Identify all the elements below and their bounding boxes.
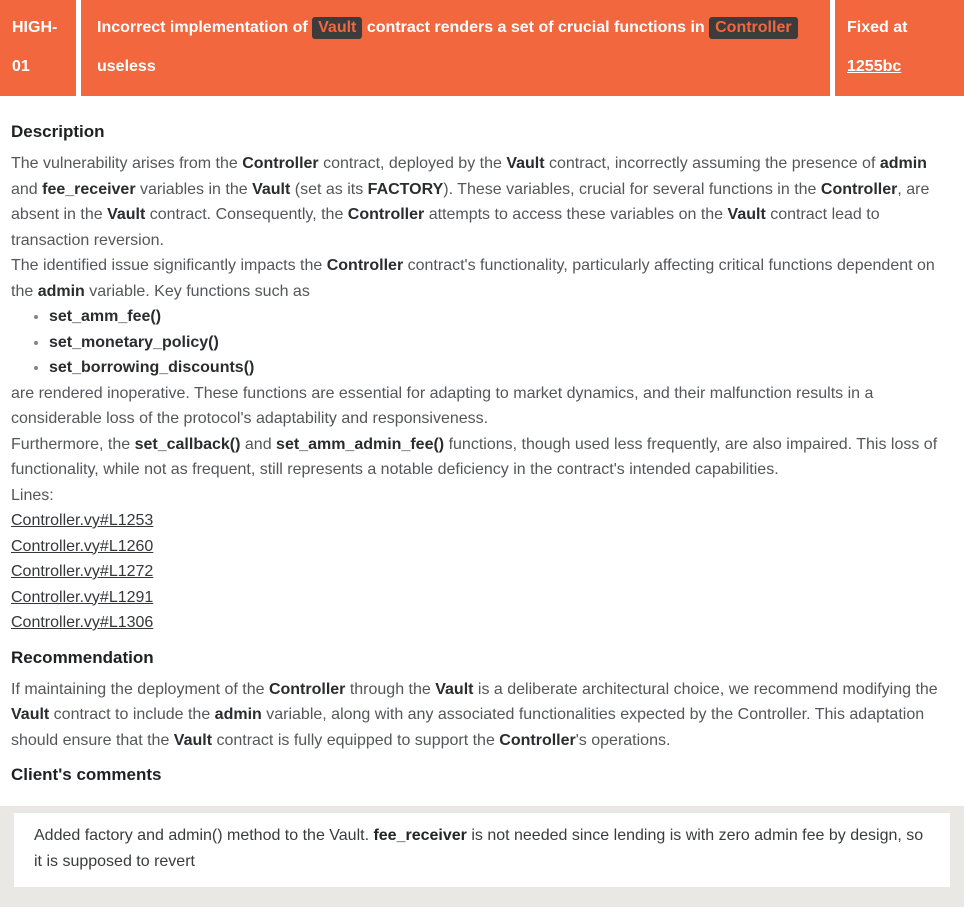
client-comment: Added factory and admin() method to the Vault. fee_receiver is not needed since lending is with zero admin fee by design, so it is supposed to revert [14, 813, 950, 887]
finding-body [0, 96, 964, 804]
affected-functions-list [21, 304, 953, 381]
source-link[interactable]: Controller.vy#L1291 [11, 588, 154, 606]
description-paragraph-3: are rendered inoperative. These functions are essential for adapting to market dynamics, and their malfunction results in a considerable loss of the protocol's adaptability and responsiveness. [11, 384, 874, 427]
source-link[interactable]: Controller.vy#L1253 [11, 512, 154, 529]
list-item-function: • set_monetary_policy() [49, 330, 953, 356]
description-paragraph-4: Furthermore, the set_callback() and set_amm_admin_fee() functions, though used less frequently, are also impaired. This loss of functionality, while not as frequent, still represents a notable deficiency in the contract's intended capabilities. [11, 435, 938, 478]
finding-id: HIGH-01 [0, 0, 76, 96]
recommendation-heading: Recommendation [11, 647, 154, 667]
description-paragraph-2: The identified issue significantly impacts the Controller contract's functionality, particularly affecting critical functions dependent on the admin variable. Key functions such as [11, 257, 935, 300]
source-link[interactable]: Controller.vy#L1306 [11, 614, 154, 631]
description-paragraph-1: The vulnerability arises from the Controller contract, deployed by the Vault contract, incorrectly assuming the presence of admin and fee_receiver variables in the Vault (set as its FACTORY). These variables, crucial for several functions in the Controller, are absent in the Vault contract. Consequently, the Controller attempts to access these variables on the Vault contract lead to transaction reversion. [11, 155, 930, 249]
list-item-function: • set_amm_fee() [49, 304, 953, 330]
source-links [11, 508, 953, 636]
fixed-commit-link[interactable]: 1255bc [847, 58, 902, 75]
client-comments-section [0, 806, 964, 907]
lines-label: Lines: [11, 486, 54, 504]
source-link[interactable]: Controller.vy#L1260 [11, 537, 154, 555]
list-item-function: • set_borrowing_discounts() [49, 355, 953, 381]
fixed-at-label: Fixed at [847, 19, 908, 36]
client-comments-heading: Client's comments [11, 765, 162, 784]
finding-title: Incorrect implementation of Vault contract renders a set of crucial functions in Controller useless [81, 0, 830, 96]
finding-status [835, 0, 964, 96]
source-link[interactable]: Controller.vy#L1272 [11, 563, 154, 580]
recommendation-paragraph: If maintaining the deployment of the Controller through the Vault is a deliberate architectural choice, we recommend modifying the Vault contract to include the admin variable, along with any associated functionalities expected by the Controller. This adaptation should ensure that the Vault contract is fully equipped to support the Controller's operations. [11, 680, 938, 749]
finding-header [0, 0, 964, 96]
description-heading: Description [11, 122, 105, 141]
